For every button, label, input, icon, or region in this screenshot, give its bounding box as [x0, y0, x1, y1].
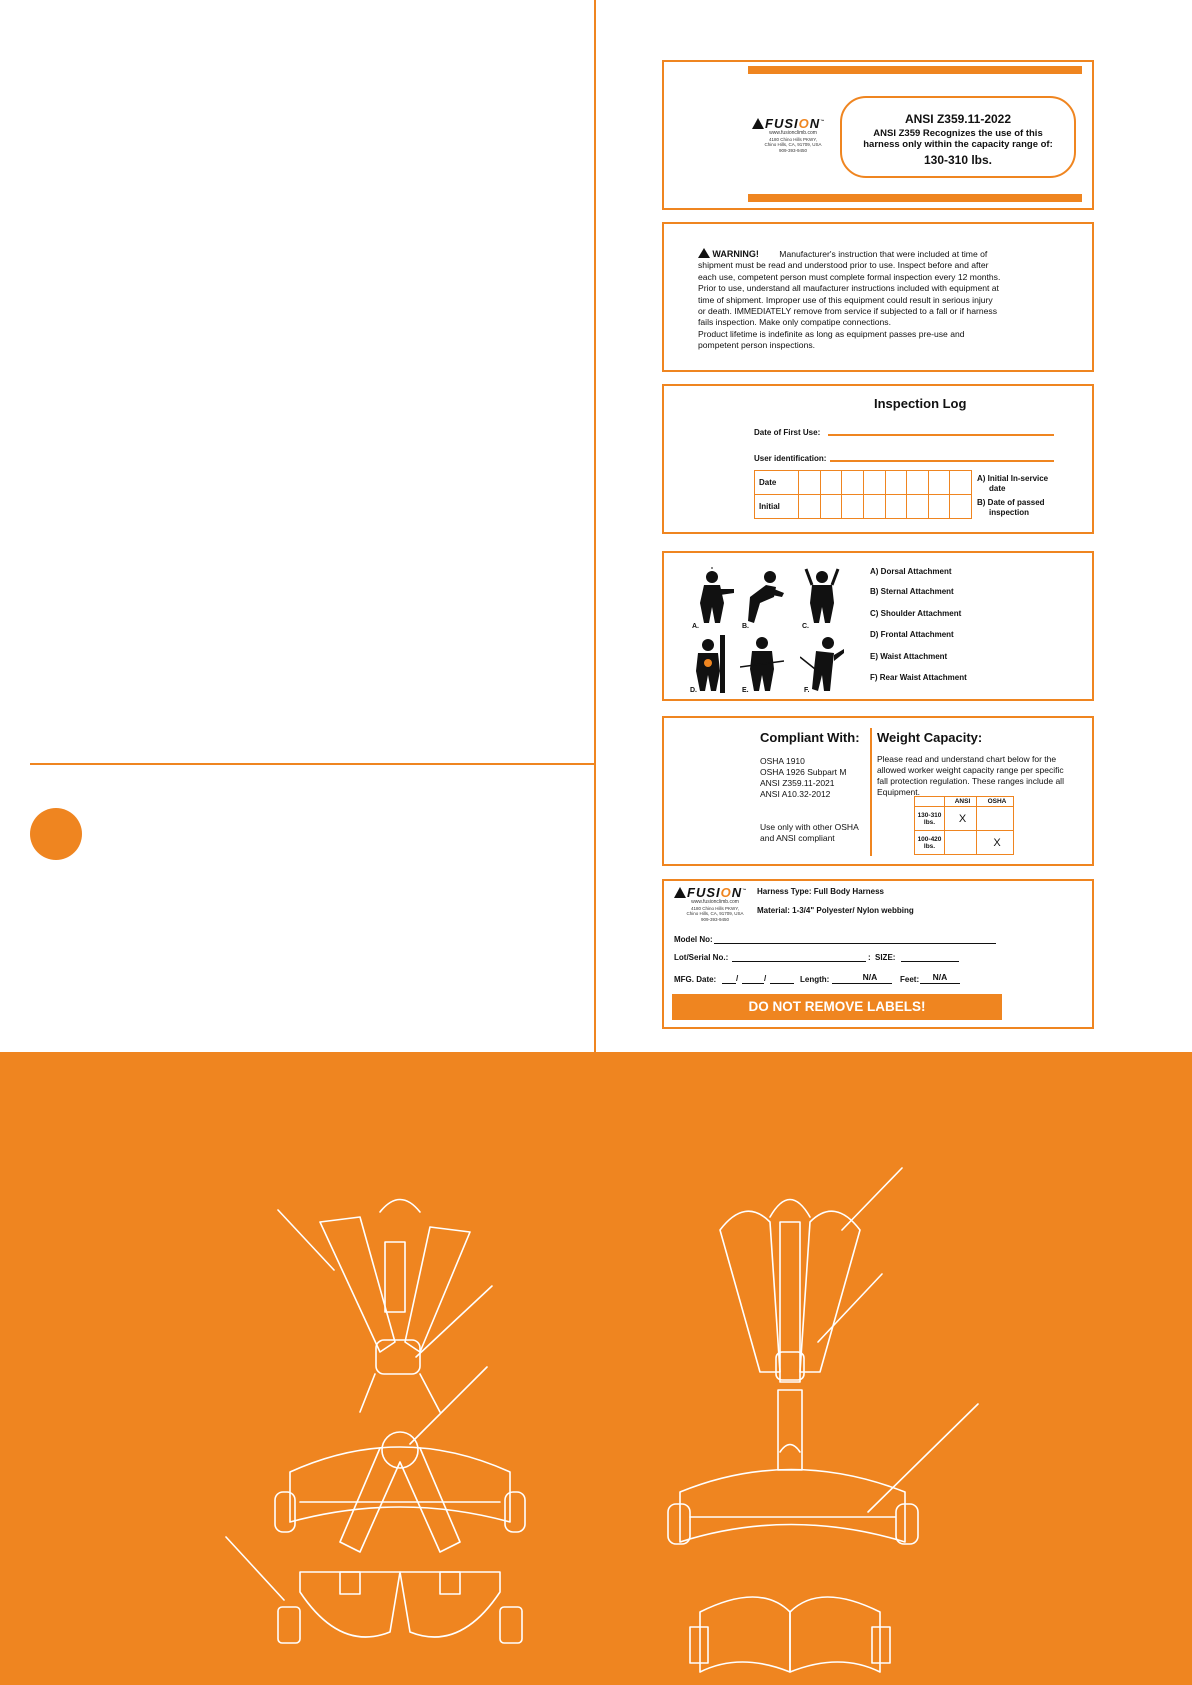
compliance-panel: [662, 716, 1094, 866]
back-harness-drawing: [668, 1168, 978, 1672]
feet-value: N/A: [932, 972, 948, 982]
warning-triangle-icon: [698, 248, 710, 258]
compliance-heading: Compliant With:: [760, 730, 860, 745]
lot-serial-line: [732, 961, 866, 962]
orange-circle-marker: [30, 808, 82, 860]
first-use-line: [828, 434, 1054, 436]
weight-description: Please read and understand chart below for the allowed worker weight capacity range per specific fall protection regulation. These ranges include all Equipment.: [877, 754, 1064, 797]
sternal-attachment-figure: [740, 567, 784, 625]
fusion-logo-small: FUSION™ www.fusionclimb.com 4180 Chino Hills PKWY, Chino Hills, CA, 91709, USA 909-393-9450: [674, 885, 756, 922]
size-line: [901, 961, 959, 962]
front-harness-drawing: [226, 1200, 525, 1644]
capacity-range: 130-310 lbs.: [923, 153, 993, 167]
length-value: N/A: [862, 972, 878, 982]
bottom-orange-bar: [748, 194, 1082, 202]
capacity-table: ANSI OSHA 130-310 lbs. X 100-420 lbs. X: [914, 796, 1014, 855]
waist-attachment-figure: [740, 635, 784, 693]
attachments-panel: A. B. C. D. E. F. A) Dorsal Attachment B) Sternal Attachment C) Shoulder Attachment D) Frontal Attachment E) Waist Attachment F) Rear Waist Attachment: [662, 551, 1094, 701]
fusion-logo-icon: [674, 887, 686, 898]
fusion-logo: FUSION™ www.fusionclimb.com 4180 Chino Hills PKWY, Chino Hills, CA, 91709, USA 909-393-9450: [752, 116, 834, 153]
ansi-label-panel: [662, 60, 1094, 210]
fusion-logo-icon: [752, 118, 764, 129]
top-orange-bar: [748, 66, 1082, 74]
user-id-line: [830, 460, 1054, 462]
compliance-note: Use only with other OSHA and ANSI compliant: [760, 822, 859, 843]
frontal-attachment-figure: [688, 635, 732, 693]
horizontal-divider: [30, 763, 595, 765]
warning-panel: [662, 222, 1094, 372]
harness-type: Harness Type: Full Body Harness: [757, 887, 884, 896]
attachment-item: A) Dorsal Attachment: [870, 567, 952, 576]
warning-text: WARNING! Manufacturer's instruction that were included at time of shipment must be read and understood prior to use. Inspect before and after each use, competent person must complete formal inspection every 12 months. Prior to use, understand all maufacturer instructions included with equipment at time of shipment. Improper use of this equipment could result in serious injury or death. IMMEDIATELY remove from service if subjected to a fall or if harness fails inspection. Make only compatipe connections. Product lifetime is indefinite as long as equipment passes pre-use and pompetent person inspections.: [698, 249, 1001, 351]
inspection-grid: Date Initial: [754, 470, 972, 519]
inspection-legend: A) Initial In-service date B) Date of passed inspection: [977, 474, 1049, 517]
standards-list: OSHA 1910 OSHA 1926 Subpart M ANSI Z359.11-2021 ANSI A10.32-2012: [760, 756, 847, 799]
capacity-badge: ANSI Z359.11-2022 ANSI Z359 Recognizes the use of this harness only within the capacity range of: 130-310 lbs.: [840, 96, 1076, 178]
attachment-item: C) Shoulder Attachment: [870, 609, 962, 618]
dorsal-attachment-figure: [690, 567, 734, 625]
ansi-title: ANSI Z359.11-2022: [904, 112, 1012, 126]
attachment-item: B) Sternal Attachment: [870, 587, 954, 596]
attachment-item: E) Waist Attachment: [870, 652, 948, 661]
model-no-line: [714, 943, 996, 944]
weight-heading: Weight Capacity:: [877, 730, 983, 745]
attachment-item: D) Frontal Attachment: [870, 630, 954, 639]
inspection-title: Inspection Log: [874, 396, 967, 411]
vertical-divider: [594, 0, 596, 1052]
shoulder-attachment-figure: [800, 567, 844, 625]
do-not-remove-banner: DO NOT REMOVE LABELS!: [672, 994, 1002, 1020]
inspection-log-panel: Inspection Log Date of First Use: User identification: Date Initial A) Initial In-service date B) Date of passed inspection: [662, 384, 1094, 534]
harness-illustration-section: [0, 1052, 1192, 1685]
rear-waist-attachment-figure: [800, 635, 844, 693]
harness-illustrations: [0, 1052, 1192, 1685]
material: Material: 1-3/4" Polyester/ Nylon webbing: [757, 906, 914, 915]
attachment-item: F) Rear Waist Attachment: [870, 673, 967, 682]
product-label-panel: FUSION™ www.fusionclimb.com 4180 Chino Hills PKWY, Chino Hills, CA, 91709, USA 909-393-9450 Harness Type: Full Body Harness Material: 1-3/4" Polyester/ Nylon webbing Model No: Lot/Serial No.: : SIZE: MFG. Date: / / Length: N/A Feet: N/A DO NOT REMOVE LABELS!: [662, 879, 1094, 1029]
compliance-divider: [870, 728, 872, 856]
